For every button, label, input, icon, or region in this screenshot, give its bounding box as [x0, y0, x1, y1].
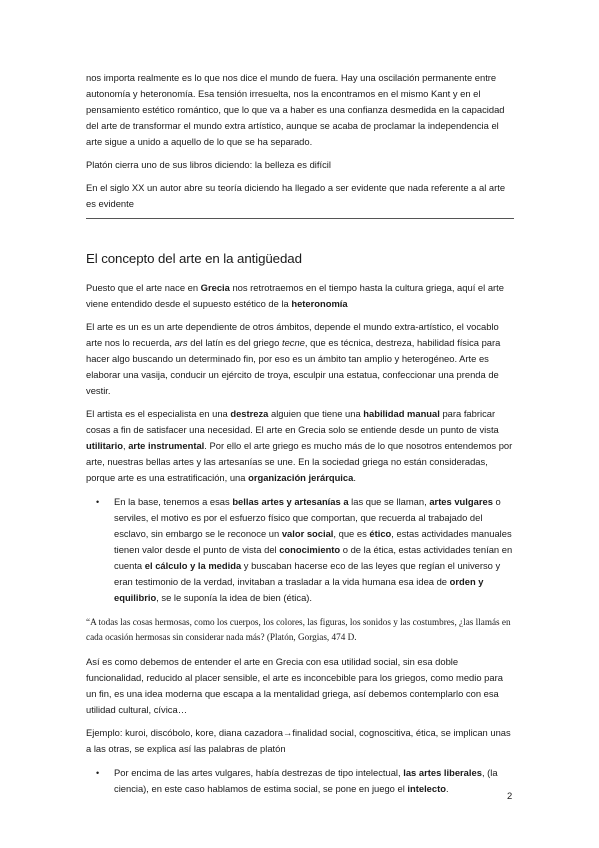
- paragraph-ambitos: El arte es un es un arte dependiente de otros ámbitos, depende el mundo extra-artístico, el vocablo arte nos lo recuerda, ars del latín es del griego tecne, que es técnica, destreza, habilidad física para hacer algo buscando un determinado fin, por eso es un ámbito tan amplio y heterogéneo. Arte es elaborar una vasija, conducir un ejército de troya, esculpir una estatua, confeccionar una prenda de vestir.: [86, 321, 501, 396]
- block-quote: “A todas las cosas hermosas, como los cuerpos, los colores, las figuras, los sonidos y las costumbres, ¿las llamás en cada ocasión hermosas sin considerar nada más? (Platón, Gorgias, 474 D.: [86, 617, 511, 642]
- list-item: • En la base, tenemos a esas bellas artes y artesanías a las que se llaman, artes vulgares o serviles, el motivo es por el esfuerzo físico que comportan, que recuerda al trabajado del esclavo, sin embargo se le reconoce un valor social, que es ético, estas actividades manuales tienen valor desde el punto de vista del conocimiento o de la ética, estas actividades tenían en cuenta el cálculo y la medida y buscaban hacerse eco de las leyes que regían el universo y eran testimonio de la verdad, invitaban a trasladar a la vida humana esa idea de orden y equilibrio, se le suponía la idea de bien (ética).: [96, 496, 513, 603]
- paragraph-ejemplo: Ejemplo: kuroi, discóbolo, kore, diana cazadora→finalidad social, cognoscitiva, ética, se implican unas a las otras, se explica así las palabras de platón: [86, 727, 511, 755]
- list-item: • Por encima de las artes vulgares, había destrezas de tipo intelectual, las artes liberales, (la ciencia), en este caso hablamos de estima social, se pone en juego el intelecto.: [96, 767, 498, 795]
- paragraph-siglo-xx: En el siglo XX un autor abre su teoría diciendo ha llegado a ser evidente que nada referente a al arte es evidente: [86, 182, 506, 209]
- bullet-list-liberales: [86, 765, 514, 797]
- page-number: 2: [507, 790, 513, 801]
- bullet-icon: •: [96, 497, 100, 507]
- paragraph-continuation: nos importa realmente es lo que nos dice el mundo de fuera. Hay una oscilación permanente entre autonomía y heteronomía. Esa tensión irresuelta, nos la encontramos en el mismo Kant y en el pensamiento estético romántico, que lo que va a haber es una confianza desmedida en la capacidad del arte de transformar el mundo extra artístico, aunque se acaba de proclamar la independencia el arte sigue a unido a aquello de lo que se ha separado.: [86, 72, 505, 147]
- bullet-list-vulgares: [86, 494, 514, 606]
- bullet-icon: •: [96, 768, 100, 779]
- section-heading: El concepto del arte en la antigüedad: [86, 251, 302, 266]
- paragraph-artista: El artista es el especialista en una destreza alguien que tiene una habilidad manual para fabricar cosas a fin de satisfacer una necesidad. El arte en Grecia solo se entiende desde un punto de vista utilitario, arte instrumental. Por ello el arte griego es mucho más de lo que nosotros entendemos por arte, nuestras bellas artes y las artesanías se une. En la sociedad griega no están consideradas, porque arte es una estratificación, una organización jerárquica.: [86, 408, 513, 483]
- paragraph-grecia: Puesto que el arte nace en Grecia nos retrotraemos en el tiempo hasta la cultura griega, aquí el arte viene entendido desde el supuesto estético de la heteronomía: [86, 282, 504, 309]
- paragraph-platon: Platón cierra uno de sus libros diciendo: la belleza es difícil: [86, 159, 331, 170]
- document-page: [86, 70, 514, 797]
- section-divider: [86, 218, 514, 219]
- paragraph-funcionalidad: Así es como debemos de entender el arte en Grecia con esa utilidad social, sin esa doble funcionalidad, reducido al placer sensible, el arte es inconcebible para los griegos, como medio para un fin, es una idea moderna que escapa a la mentalidad griega, así debemos contemplarlo con esa utilidad cultural, cívica…: [86, 656, 503, 716]
